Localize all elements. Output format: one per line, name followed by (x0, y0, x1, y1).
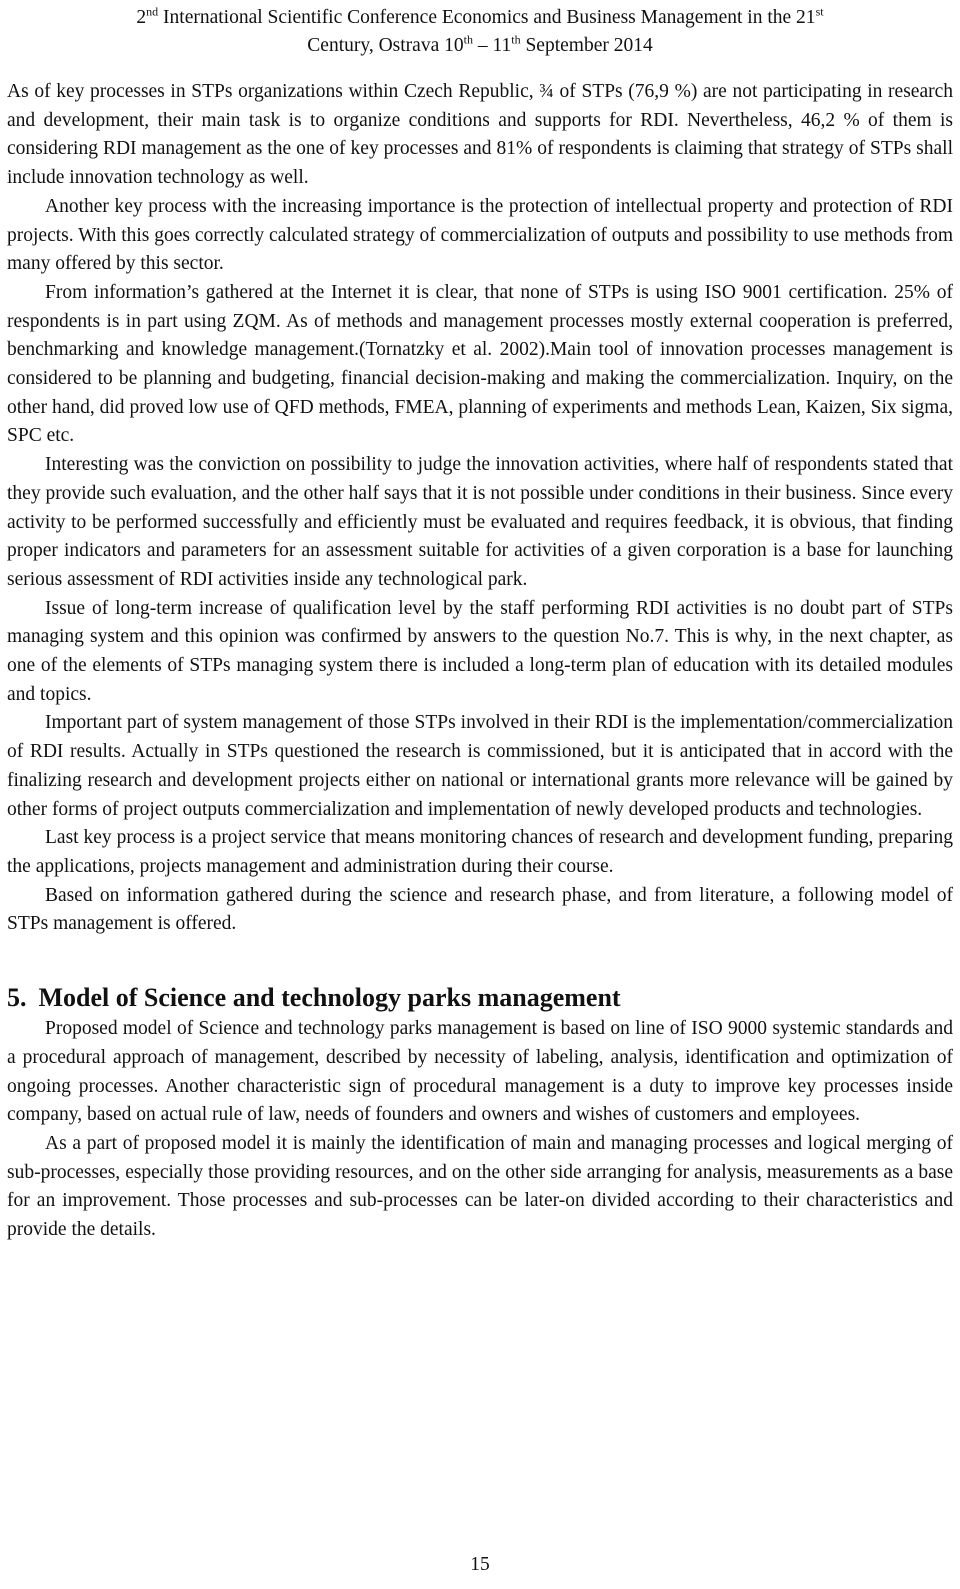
header-superscript: st (815, 4, 824, 19)
section-heading (7, 981, 953, 1015)
running-header (7, 0, 953, 60)
header-text: Century, Ostrava 10 (307, 35, 464, 56)
header-superscript: th (463, 32, 473, 47)
header-text: – 11 (472, 35, 512, 56)
header-line-2 (7, 32, 953, 60)
section-number: 5. (7, 983, 27, 1013)
document-page (7, 0, 953, 1245)
paragraph: Issue of long-term increase of qualification level by the staff performing RDI activities is no doubt part of STPs managing system and this opinion was confirmed by answers to the question No.7. This is why, in the next chapter, as one of the elements of STPs managing system there is included a long-term plan of education with its detailed modules and topics. (7, 597, 953, 705)
section-title: Model of Science and technology parks management (38, 983, 621, 1013)
paragraph: Last key process is a project service that means monitoring chances of research and development funding, preparing the applications, projects management and administration during their course. (7, 827, 953, 877)
header-line-1 (7, 4, 953, 32)
header-superscript: nd (146, 4, 159, 19)
page-number: 15 (470, 1554, 490, 1575)
body-text (7, 78, 953, 1245)
header-text: International Scientific Conference Economics and Business Management in the 21 (158, 7, 816, 28)
paragraph: Based on information gathered during the science and research phase, and from literature, a following model of STPs management is offered. (7, 884, 953, 935)
header-text: 2 (136, 7, 147, 28)
paragraph: Another key process with the increasing importance is the protection of intellectual property and protection of RDI projects. With this goes correctly calculated strategy of commercialization of outputs and possibility to use methods from many offered by this sector. (7, 195, 953, 275)
paragraph: As of key processes in STPs organizations within Czech Republic, ¾ of STPs (76,9 %) are not participating in research and development, their main task is to organize conditions and supports for RDI. Nevertheless, 46,2 % of them is considering RDI management as the one of key processes and 81% of respondents is claiming that strategy of STPs shall include innovation technology as well. (7, 81, 953, 189)
header-text: September 2014 (520, 35, 653, 56)
header-superscript: th (511, 32, 521, 47)
paragraph: From information’s gathered at the Internet it is clear, that none of STPs is using ISO 9001 certification. 25% of respondents is in part using ZQM. As of methods and management processes mostly external cooperation is preferred, benchmarking and knowledge management.(Tornatzky et al. 2002).Main tool of innovation processes management is considered to be planning and budgeting, financial decision-making and making the commercialization. Inquiry, on the other hand, did proved low use of QFD methods, FMEA, planning of experiments and methods Lean, Kaizen, Six sigma, SPC etc. (7, 281, 953, 447)
paragraph: As a part of proposed model it is mainly the identification of main and managing processes and logical merging of sub-processes, especially those providing resources, and on the other side arranging for analysis, measurements as a base for an improvement. Those processes and sub-processes can be later-on divided according to their characteristics and provide the details. (7, 1132, 953, 1241)
paragraph: Proposed model of Science and technology parks management is based on line of ISO 9000 systemic standards and a procedural approach of management, described by necessity of labeling, analysis, identification and optimization of ongoing processes. Another characteristic sign of procedural management is a duty to improve key processes inside company, based on actual rule of law, needs of founders and owners and wishes of customers and employees. (7, 1018, 953, 1126)
paragraph: Interesting was the conviction on possibility to judge the innovation activities, where half of respondents stated that they provide such evaluation, and the other half says that it is not possible under conditions in their business. Since every activity to be performed successfully and efficiently must be evaluated and requires feedback, it is obvious, that finding proper indicators and parameters for an assessment suitable for activities of a given corporation is a base for launching serious assessment of RDI activities inside any technological park. (7, 454, 953, 590)
paragraph: Important part of system management of those STPs involved in their RDI is the implementation/commercialization of RDI results. Actually in STPs questioned the research is commissioned, but it is anticipated that in accord with the finalizing research and development projects either on national or international grants more relevance will be gained by other forms of project outputs commercialization and implementation of newly developed products and technologies. (7, 712, 953, 820)
